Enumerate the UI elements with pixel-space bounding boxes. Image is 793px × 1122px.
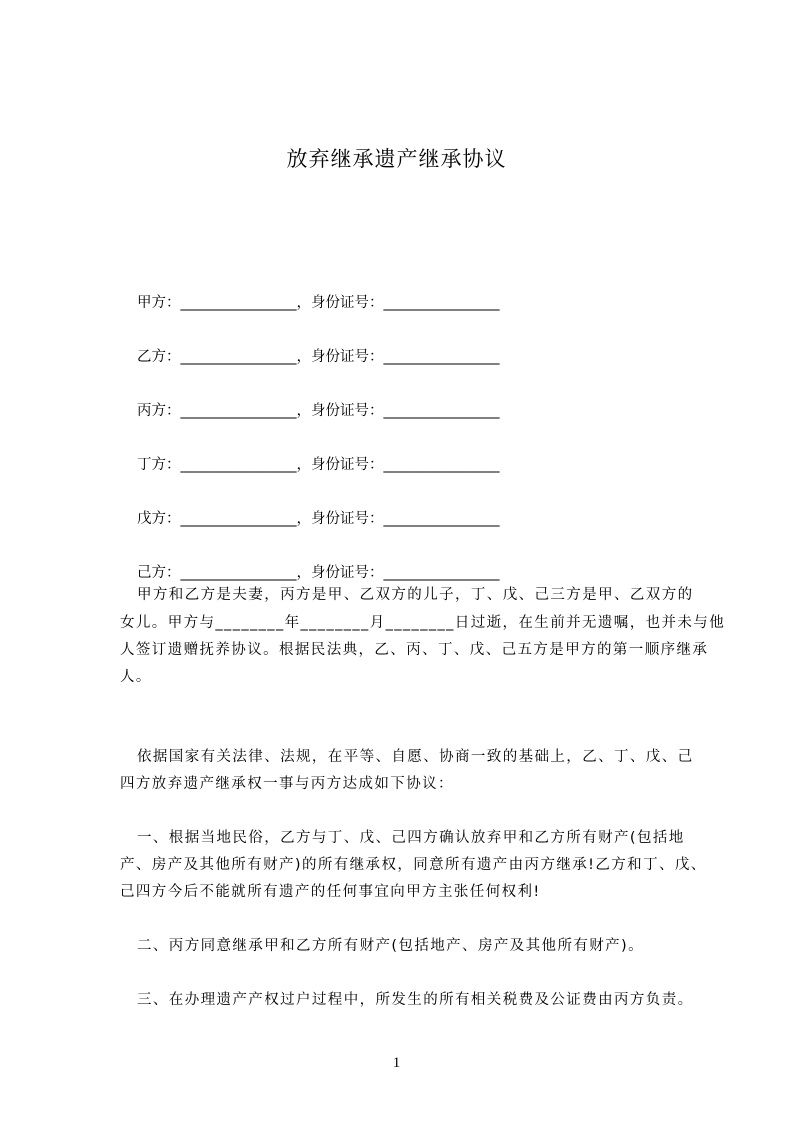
- paragraph-line: 产、房产及其他所有财产)的所有继承权，同意所有遗产由丙方继承!乙方和丁、戊、: [120, 857, 707, 873]
- clause-two: 二、丙方同意继承甲和乙方所有财产(包括地产、房产及其他所有财产)。: [137, 938, 645, 954]
- paragraph-line: 依据国家有关法律、法规，在平等、自愿、协商一致的基础上，乙、丁、戊、己: [137, 749, 694, 765]
- party-jia-line: 甲方：________________，身份证号：________________: [137, 295, 500, 311]
- paragraph-line: 人。: [120, 669, 152, 685]
- paragraph-line: 人签订遗赠抚养协议。根据民法典，乙、丙、丁、戊、己五方是甲方的第一顺序继承: [120, 642, 709, 658]
- party-yi-line: 乙方：________________，身份证号：________________: [137, 349, 500, 365]
- document-title: 放弃继承遗产继承协议: [286, 147, 507, 171]
- party-wu-line: 戊方：________________，身份证号：________________: [137, 511, 500, 527]
- party-ji-line: 己方：________________，身份证号：________________: [137, 565, 500, 581]
- clause-three: 三、在办理遗产产权过户过程中，所发生的所有相关税费及公证费由丙方负责。: [137, 992, 694, 1008]
- paragraph-line: 女儿。甲方与________年________月________日过逝，在生前并无遗嘱，也并未与他: [120, 615, 726, 631]
- page-number: 1: [392, 1055, 401, 1071]
- paragraph-line: 己四方今后不能就所有遗产的任何事宜向甲方主张任何权利!: [120, 884, 541, 900]
- paragraph-line: 甲方和乙方是夫妻，丙方是甲、乙双方的儿子，丁、戊、己三方是甲、乙双方的: [137, 587, 694, 603]
- party-ding-line: 丁方：________________，身份证号：________________: [137, 457, 500, 473]
- paragraph-line: 四方放弃遗产继承权一事与丙方达成如下协议：: [120, 776, 454, 792]
- paragraph-line: 一、根据当地民俗，乙方与丁、戊、己四方确认放弃甲和乙方所有财产(包括地: [137, 830, 685, 846]
- party-bing-line: 丙方：________________，身份证号：________________: [137, 403, 500, 419]
